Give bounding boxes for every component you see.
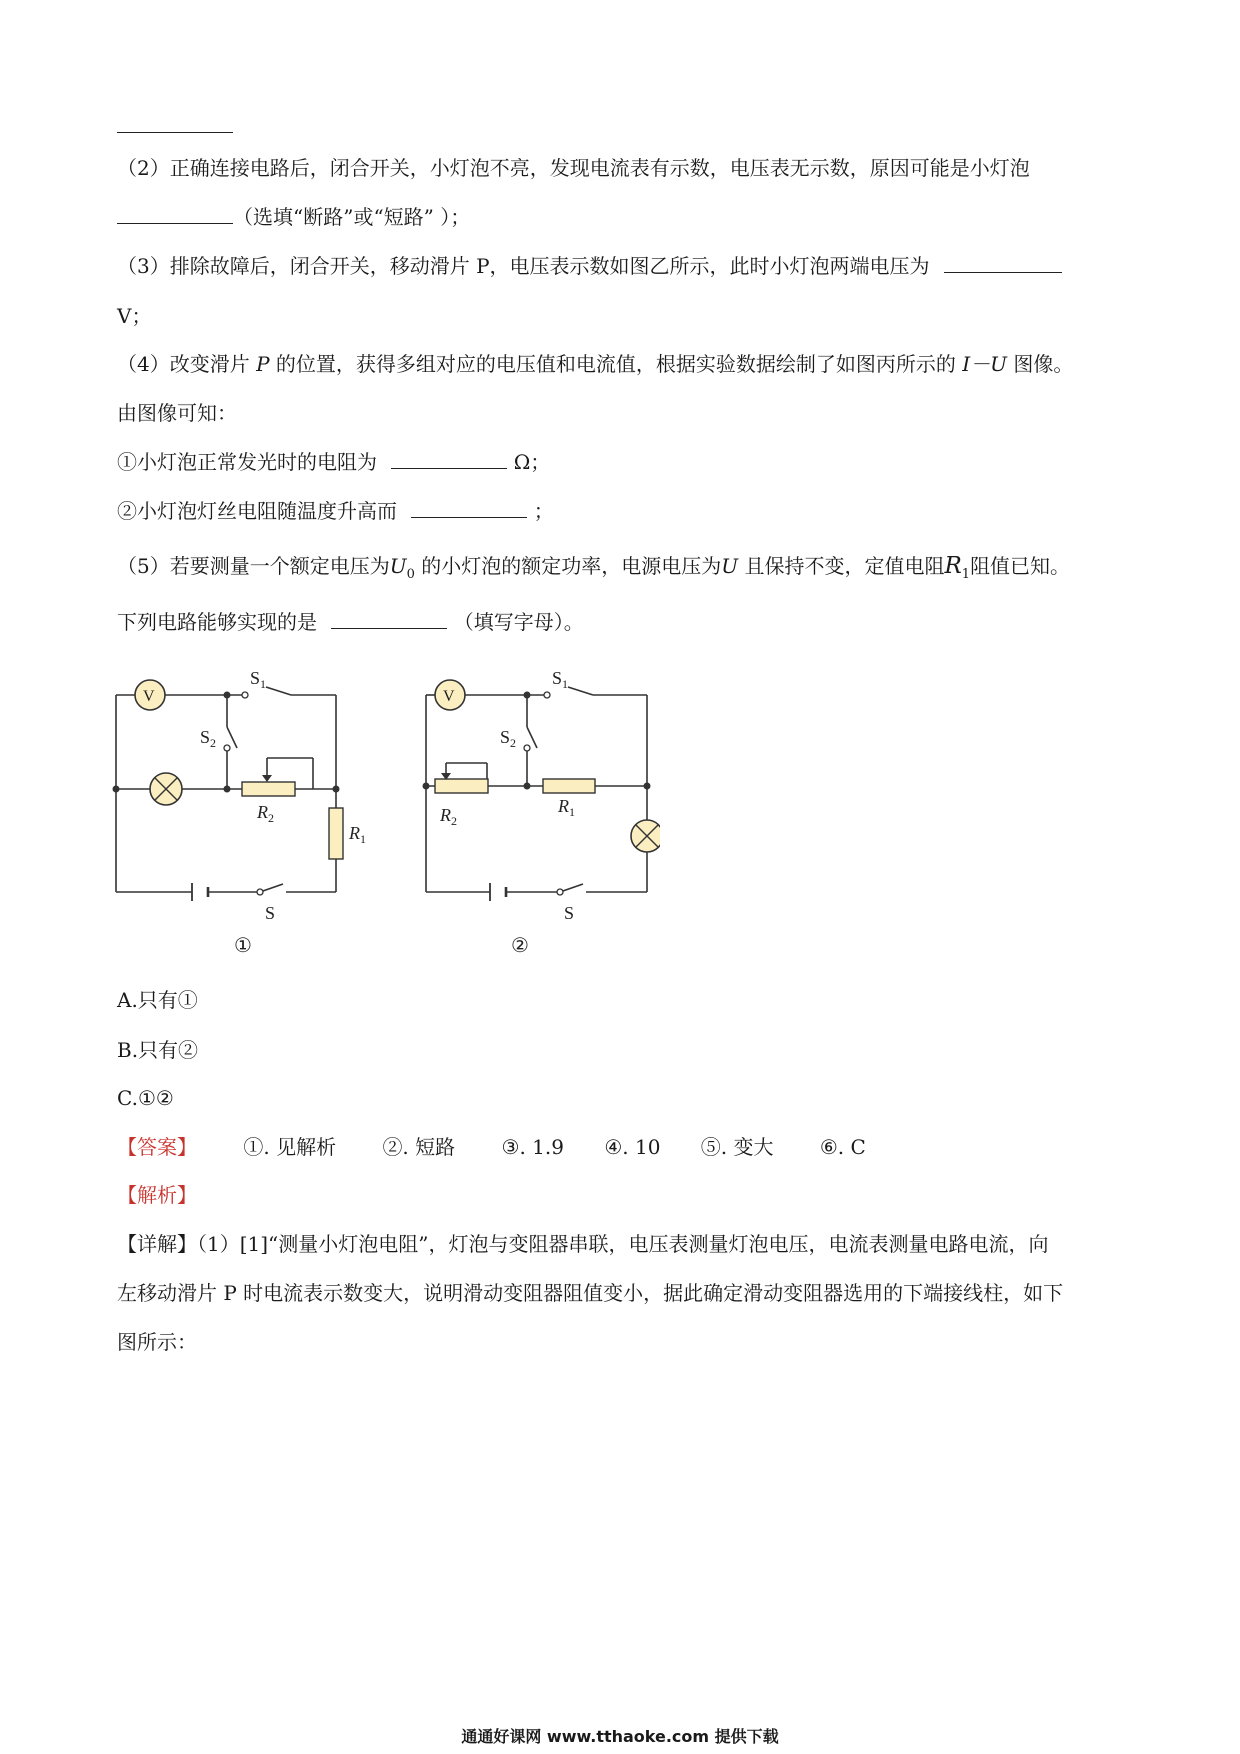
option-a: A.只有① xyxy=(117,988,198,1012)
q2-line1: （2）正确连接电路后，闭合开关，小灯泡不亮，发现电流表有示数，电压表无示数，原因可能是小灯泡 xyxy=(117,156,1030,180)
answer-item-2: ②. 短路 xyxy=(382,1135,456,1159)
q4-line1-b: 的位置，获得多组对应的电压值和电流值，根据实验数据绘制了如图丙所示的 xyxy=(275,352,956,376)
option-c: C.①② xyxy=(117,1086,174,1110)
svg-text:①: ① xyxy=(234,935,252,957)
q3-line1 xyxy=(117,252,1062,280)
answer-label: 【答案】 xyxy=(117,1135,197,1159)
resistor-r1-icon xyxy=(329,808,343,859)
answer-blank-q4-1 xyxy=(391,448,507,469)
rheostat-r2-icon xyxy=(435,779,488,793)
svg-text:②: ② xyxy=(511,935,529,957)
q4-sub2-suffix: ； xyxy=(533,499,554,523)
q4-line1-a: （4）改变滑片 xyxy=(117,352,250,376)
circuit-diagrams xyxy=(100,655,660,969)
page-footer: 通通好课网 www.tthaoke.com 提供下载 xyxy=(461,1727,779,1746)
var-p: P xyxy=(256,352,270,376)
q3-line2: V； xyxy=(117,304,152,328)
answer-blank-top xyxy=(117,112,233,133)
rheostat-r2-icon xyxy=(242,782,295,796)
q5-line1-d: 阻值已知。 xyxy=(970,554,1071,578)
q4-line1 xyxy=(117,350,1073,378)
q4-sub1 xyxy=(117,448,550,476)
analysis-line2: 左移动滑片 P 时电流表示数变大，说明滑动变阻器阻值变小，据此确定滑动变阻器选用的下端接线柱，如下 xyxy=(117,1281,1064,1305)
circuit-1-parts xyxy=(113,668,367,957)
svg-text:S1: $S_1$ xyxy=(250,668,267,691)
answer-item-5: ⑤. 变大 xyxy=(700,1135,774,1159)
answer-blank-q4-2 xyxy=(411,497,527,518)
q4-line2: 由图像可知： xyxy=(117,401,237,425)
svg-text:S1: $S_1$ xyxy=(552,668,569,691)
svg-text:S: S xyxy=(564,903,575,923)
svg-text:R1: $R_1$ xyxy=(349,823,366,846)
var-u0: U xyxy=(389,554,407,578)
q4-line1-c: 图像。 xyxy=(1013,352,1074,376)
option-b: B.只有② xyxy=(117,1038,199,1062)
answer-item-3: ③. 1.9 xyxy=(501,1135,564,1159)
q5-line1-a: （5）若要测量一个额定电压为 xyxy=(117,554,390,578)
q5-line2-prefix: 下列电路能够实现的是 xyxy=(117,610,317,634)
q3-line1-text: （3）排除故障后，闭合开关，移动滑片 P，电压表示数如图乙所示，此时小灯泡两端电压为 xyxy=(117,254,930,278)
q2-line2-suffix: （选填“断路”或“短路” ）； xyxy=(233,205,471,229)
var-r1: R xyxy=(944,553,962,579)
answer-line xyxy=(117,1133,866,1161)
svg-text:R2: $R_2$ xyxy=(257,802,274,825)
resistor-r1-icon xyxy=(543,779,595,793)
detail-label: 【详解】 xyxy=(117,1232,197,1256)
q5-line1-b: 的小灯泡的额定功率，电源电压为 xyxy=(421,554,722,578)
q2-line2 xyxy=(117,203,470,231)
var-u0-sub: 0 xyxy=(406,567,415,582)
svg-text:V: V xyxy=(143,688,155,705)
svg-text:R2: $R_2$ xyxy=(440,805,457,828)
answer-blank-q2 xyxy=(117,203,233,224)
q4-sub2 xyxy=(117,497,554,525)
q5-line1 xyxy=(117,552,1070,589)
var-iu: I－U xyxy=(962,352,1008,376)
lamp-icon xyxy=(631,820,660,852)
var-r1-sub: 1 xyxy=(961,567,971,582)
svg-text:S2: $S_2$ xyxy=(200,727,217,750)
analysis-line3: 图所示： xyxy=(117,1330,197,1354)
q4-sub2-prefix: ②小灯泡灯丝电阻随温度升高而 xyxy=(117,499,397,523)
q5-line2-suffix: （填写字母）。 xyxy=(453,610,584,634)
svg-text:V: V xyxy=(443,688,455,705)
circuit-2 xyxy=(423,668,661,957)
q4-sub1-suffix: Ω； xyxy=(513,450,551,474)
analysis-line1-text: （1）[1]“测量小灯泡电阻”，灯泡与变阻器串联，电压表测量灯泡电压，电流表测量电路电流，向 xyxy=(197,1232,1049,1256)
var-u: U xyxy=(721,554,739,578)
analysis-label: 【解析】 xyxy=(117,1183,197,1207)
q5-line1-c: 且保持不变，定值电阻 xyxy=(744,554,945,578)
analysis-line1 xyxy=(117,1230,1049,1258)
answer-item-6: ⑥. C xyxy=(819,1135,866,1159)
q4-sub1-prefix: ①小灯泡正常发光时的电阻为 xyxy=(117,450,377,474)
svg-text:S: S xyxy=(265,903,276,923)
q5-line2 xyxy=(117,608,584,636)
svg-text:S2: $S_2$ xyxy=(500,727,517,750)
answer-blank-q3 xyxy=(944,252,1062,273)
answer-blank-q5 xyxy=(331,608,447,629)
svg-text:R1: $R_1$ xyxy=(558,796,575,819)
answer-item-1: ①. 见解析 xyxy=(243,1135,337,1159)
answer-item-4: ④. 10 xyxy=(604,1135,661,1159)
